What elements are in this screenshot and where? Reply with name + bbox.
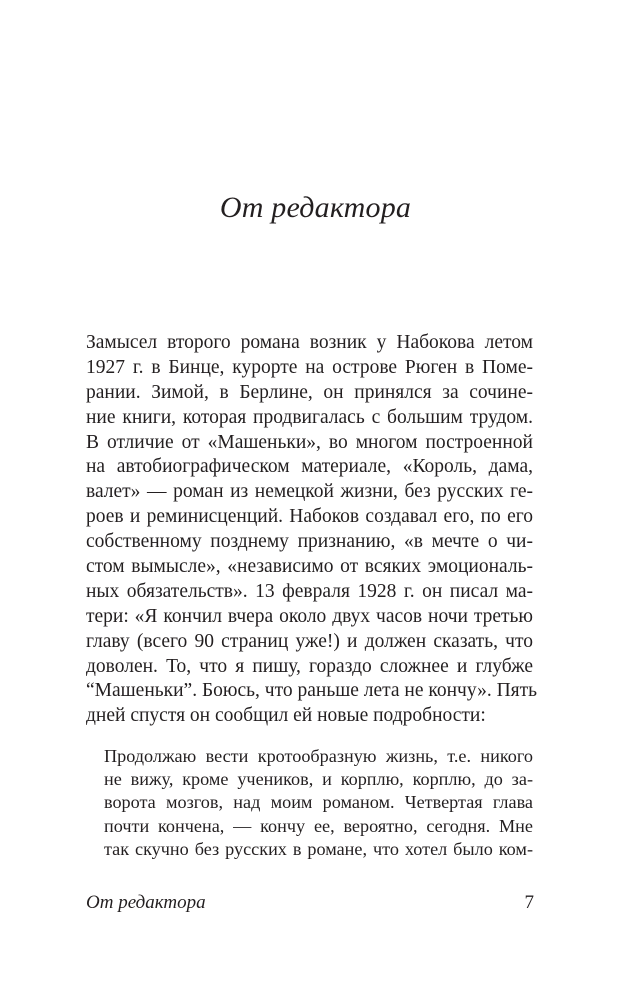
- text-line: дней спустя он сообщил ей новые подробности:: [86, 705, 486, 727]
- text-line: “Машеньки”. Боюсь, что раньше лета не кончу». Пять: [86, 680, 538, 702]
- text-line: 1927 г. в Бинце, курорте на острове Рюген в Поме-: [86, 356, 533, 378]
- quote-line: Продолжаю вести кротообразную жизнь, т.е. никого: [104, 746, 533, 766]
- text-line: ных обязательств». 13 февраля 1928 г. он писал ма-: [86, 580, 533, 602]
- quote-line: не вижу, кроме учеников, и корплю, корплю, до за-: [104, 769, 533, 790]
- quote-line: так скучно без русских в романе, что хотел было ком-: [104, 838, 533, 859]
- text-line: В отличие от «Машеньки», во многом построенной: [86, 431, 533, 453]
- text-line: собственному позднему признанию, «в мечте о чи-: [86, 531, 533, 553]
- text-line: на автобиографическом материале, «Король, дама,: [86, 456, 533, 478]
- body-paragraph: [86, 331, 538, 729]
- text-line: главу (всего 90 страниц уже!) и должен сказать, что: [86, 630, 533, 652]
- quote-line: ворота мозгов, над моим романом. Четвертая глава: [104, 792, 533, 813]
- text-line: рании. Зимой, в Берлине, он принялся за сочине-: [86, 381, 533, 403]
- block-quote: [104, 745, 533, 861]
- text-line: Замысел второго романа возник у Набокова летом: [86, 332, 533, 353]
- text-line: ние книги, которая продвигалась с большим трудом.: [86, 406, 533, 428]
- text-line: валет» — роман из немецкой жизни, без русских ге-: [86, 481, 533, 503]
- page-number: 7: [524, 892, 534, 913]
- text-line: стом вымысле», «независимо от всяких эмоциональ-: [86, 556, 533, 578]
- text-line: роев и реминисценций. Набоков создавал его, по его: [86, 506, 533, 528]
- chapter-title: От редактора: [219, 191, 412, 224]
- text-line: тери: «Я кончил вчера около двух часов ночи третью: [86, 605, 533, 627]
- quote-line: почти кончена, — кончу ее, вероятно, сегодня. Мне: [104, 815, 533, 836]
- text-line: доволен. То, что я пишу, гораздо сложнее и глубже: [86, 655, 533, 677]
- running-head: От редактора: [86, 892, 206, 913]
